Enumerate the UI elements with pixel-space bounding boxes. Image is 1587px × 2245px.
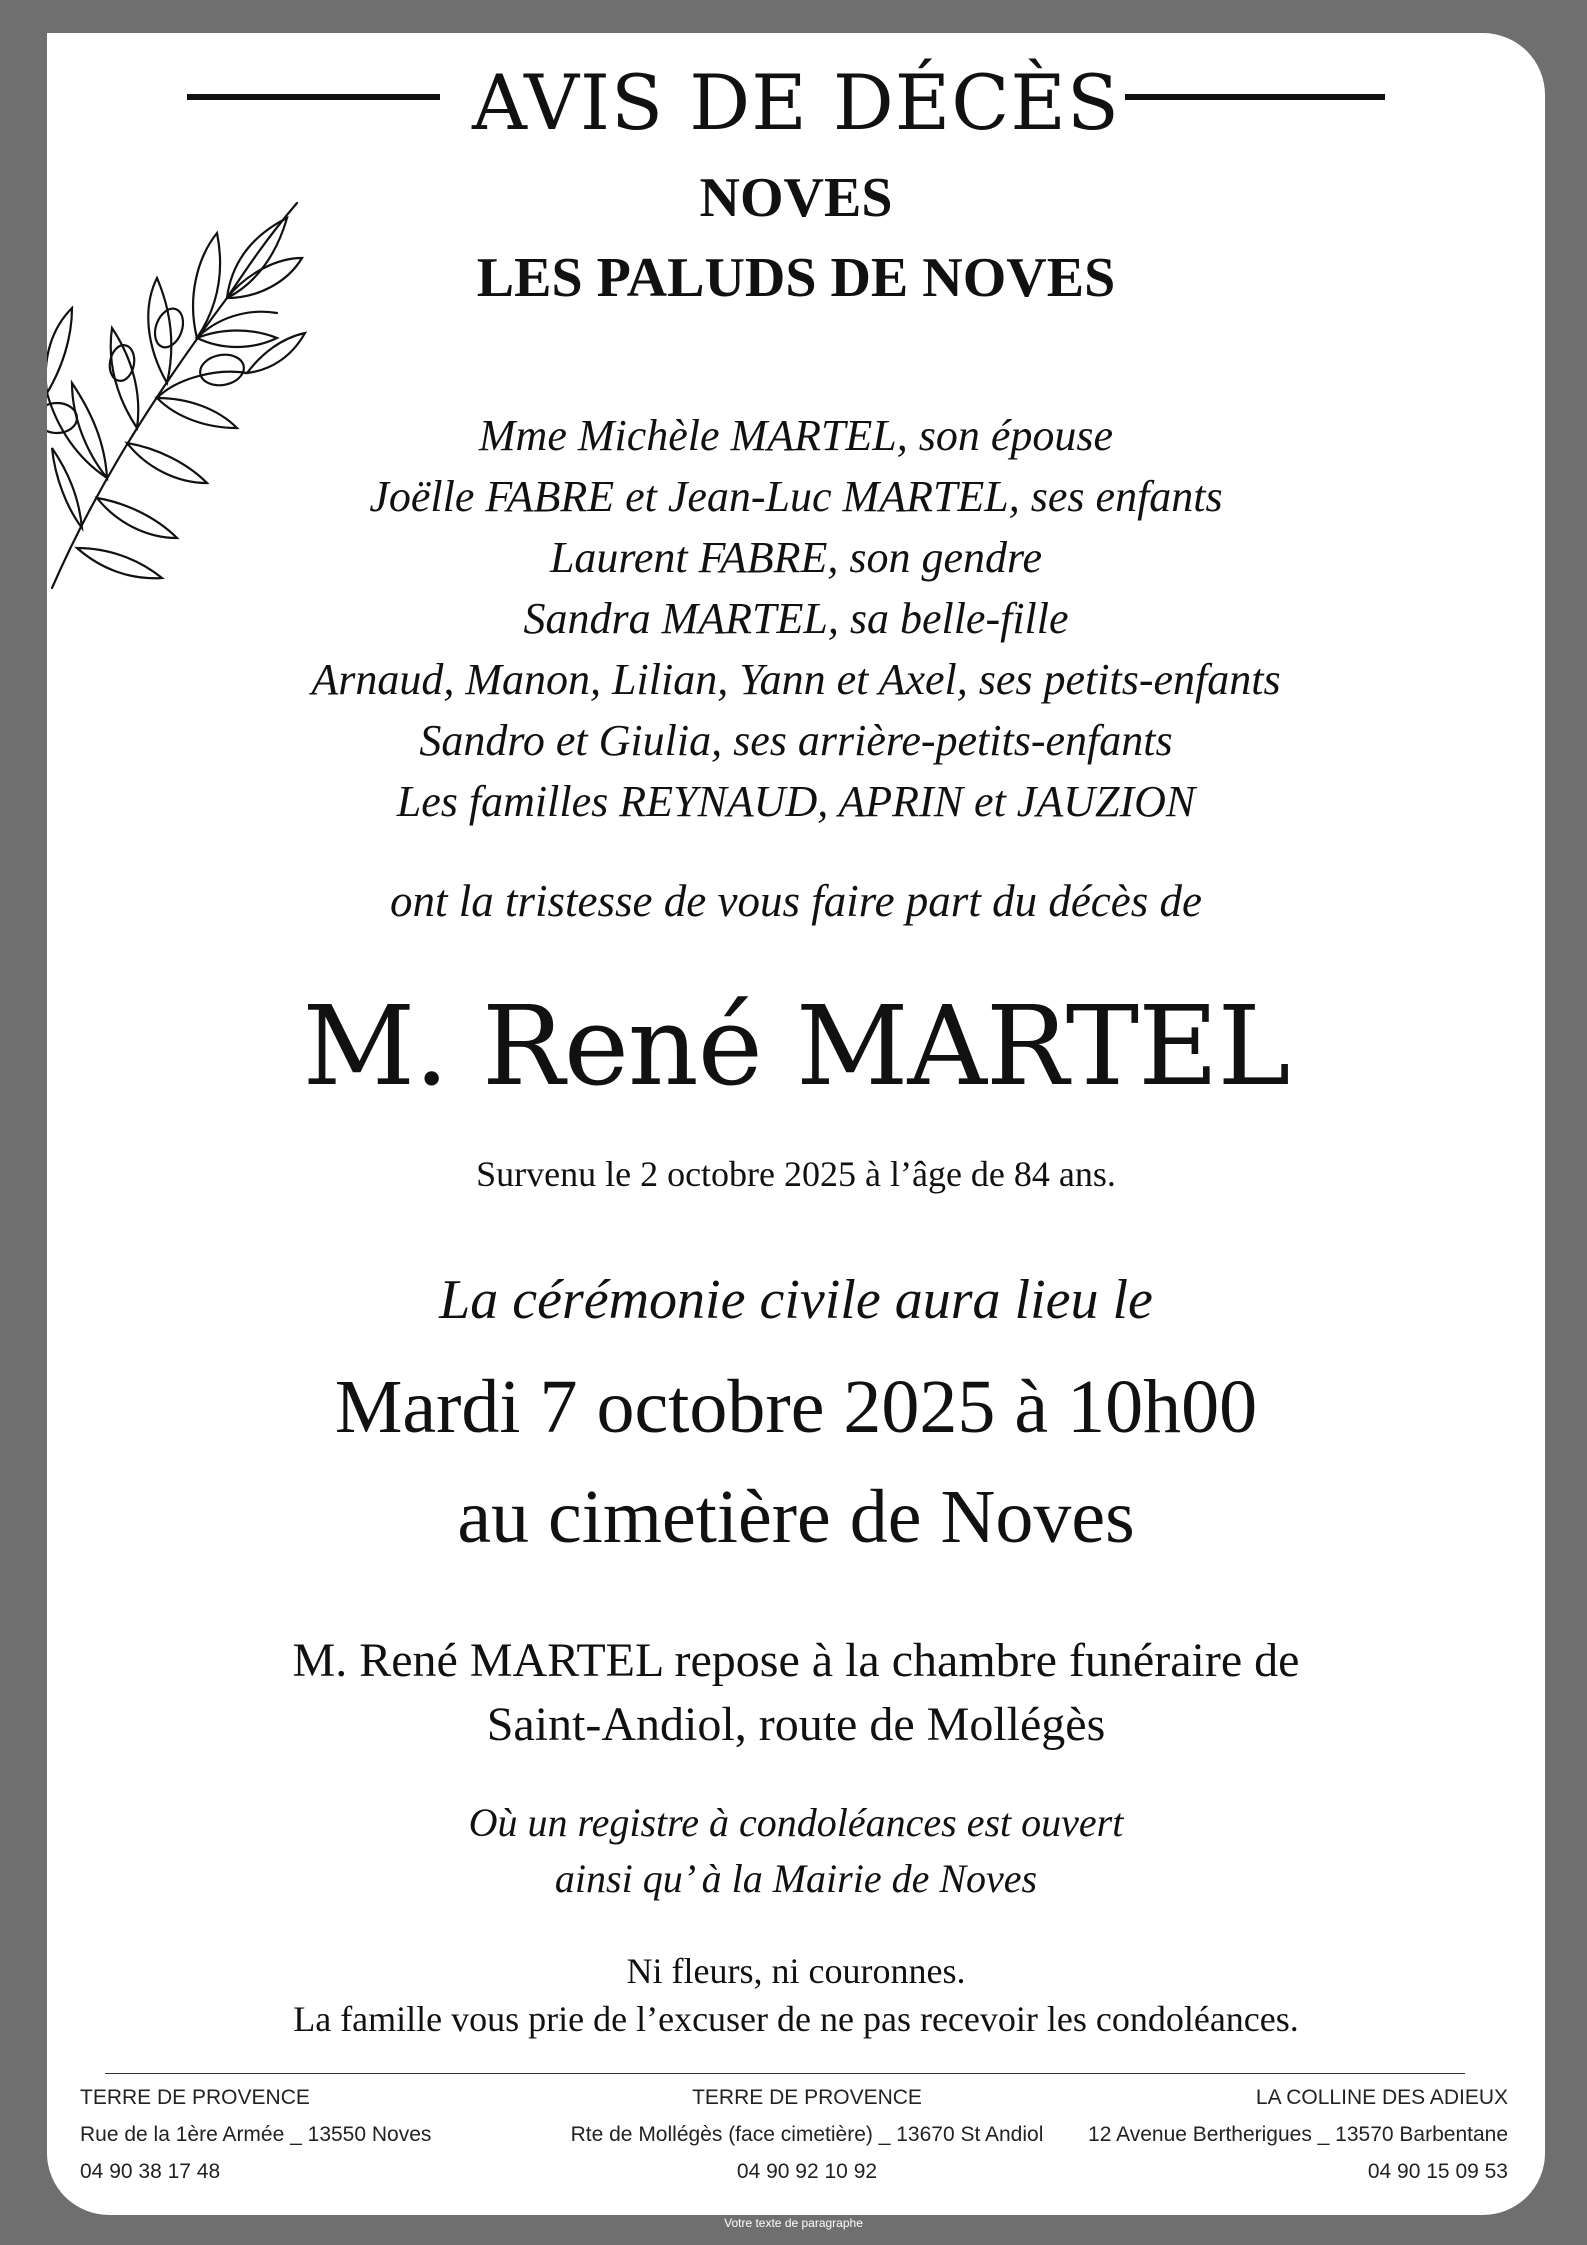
place-paluds: LES PALUDS DE NOVES <box>476 247 1116 309</box>
ceremony-date: Mardi 7 octobre 2025 à 10h00 <box>334 1365 1258 1449</box>
family-line: Sandra MARTEL, sa belle-fille <box>523 594 1069 643</box>
footer-phone: 04 90 92 10 92 <box>736 2160 878 2183</box>
title-rule-right <box>1125 94 1385 100</box>
place-noves: NOVES <box>699 167 893 229</box>
footer-contact-barbentane <box>1088 2079 1508 2190</box>
ceremony-intro: La cérémonie civile aura lieu le <box>439 1269 1153 1331</box>
closing-line-1: Ni fleurs, ni couronnes. <box>626 1951 966 1991</box>
family-line: Sandro et Giulia, ses arrière-petits-enfants <box>419 716 1173 765</box>
footer-company-name: LA COLLINE DES ADIEUX <box>1255 2086 1508 2109</box>
ceremony-place: au cimetière de Noves <box>457 1475 1135 1559</box>
deceased-name: M. René MARTEL <box>302 982 1290 1110</box>
closing-line-2: La famille vous prie de l’excuser de ne pas recevoir les condoléances. <box>293 1999 1299 2039</box>
rest-line-1: M. René MARTEL repose à la chambre funéraire de <box>292 1634 1300 1687</box>
footer-company-name: TERRE DE PROVENCE <box>80 2086 310 2109</box>
footnote-text: Votre texte de paragraphe <box>724 2216 863 2230</box>
footer-address: Rue de la 1ère Armée _ 13550 Noves <box>80 2123 432 2146</box>
family-list <box>47 405 1545 832</box>
obituary-card <box>47 33 1545 2215</box>
age-line: Survenu le 2 octobre 2025 à l’âge de 84 ans. <box>476 1154 1116 1194</box>
footer-address: Rte de Mollégès (face cimetière) _ 13670 St Andiol <box>570 2123 1044 2146</box>
rest-location <box>47 1629 1545 1757</box>
footer-phone: 04 90 38 17 48 <box>80 2160 221 2183</box>
footer-company-name: TERRE DE PROVENCE <box>692 2086 922 2109</box>
footer-divider <box>105 2073 1465 2074</box>
family-line: Laurent FABRE, son gendre <box>549 533 1043 582</box>
page-title: AVIS DE DÉCÈS <box>472 58 1120 147</box>
family-line: Mme Michèle MARTEL, son épouse <box>478 411 1114 460</box>
rest-line-2: Saint-Andiol, route de Mollégès <box>486 1698 1106 1751</box>
registry-line-1: Où un registre à condoléances est ouvert <box>468 1800 1124 1845</box>
footer-address: 12 Avenue Bertherigues _ 13570 Barbentane <box>1088 2123 1508 2146</box>
registry-line-2: ainsi qu’ à la Mairie de Noves <box>554 1856 1038 1901</box>
registry-note <box>47 1795 1545 1907</box>
family-line: Arnaud, Manon, Lilian, Yann et Axel, ses petits-enfants <box>311 655 1281 704</box>
footer-phone: 04 90 15 09 53 <box>1367 2160 1508 2183</box>
family-line: Les familles REYNAUD, APRIN et JAUZION <box>396 777 1196 826</box>
family-line: Joëlle FABRE et Jean-Luc MARTEL, ses enfants <box>369 472 1223 521</box>
announcement-intro: ont la tristesse de vous faire part du décès de <box>390 876 1202 926</box>
footer-contact-noves <box>80 2079 431 2190</box>
closing-note <box>47 1947 1545 2043</box>
